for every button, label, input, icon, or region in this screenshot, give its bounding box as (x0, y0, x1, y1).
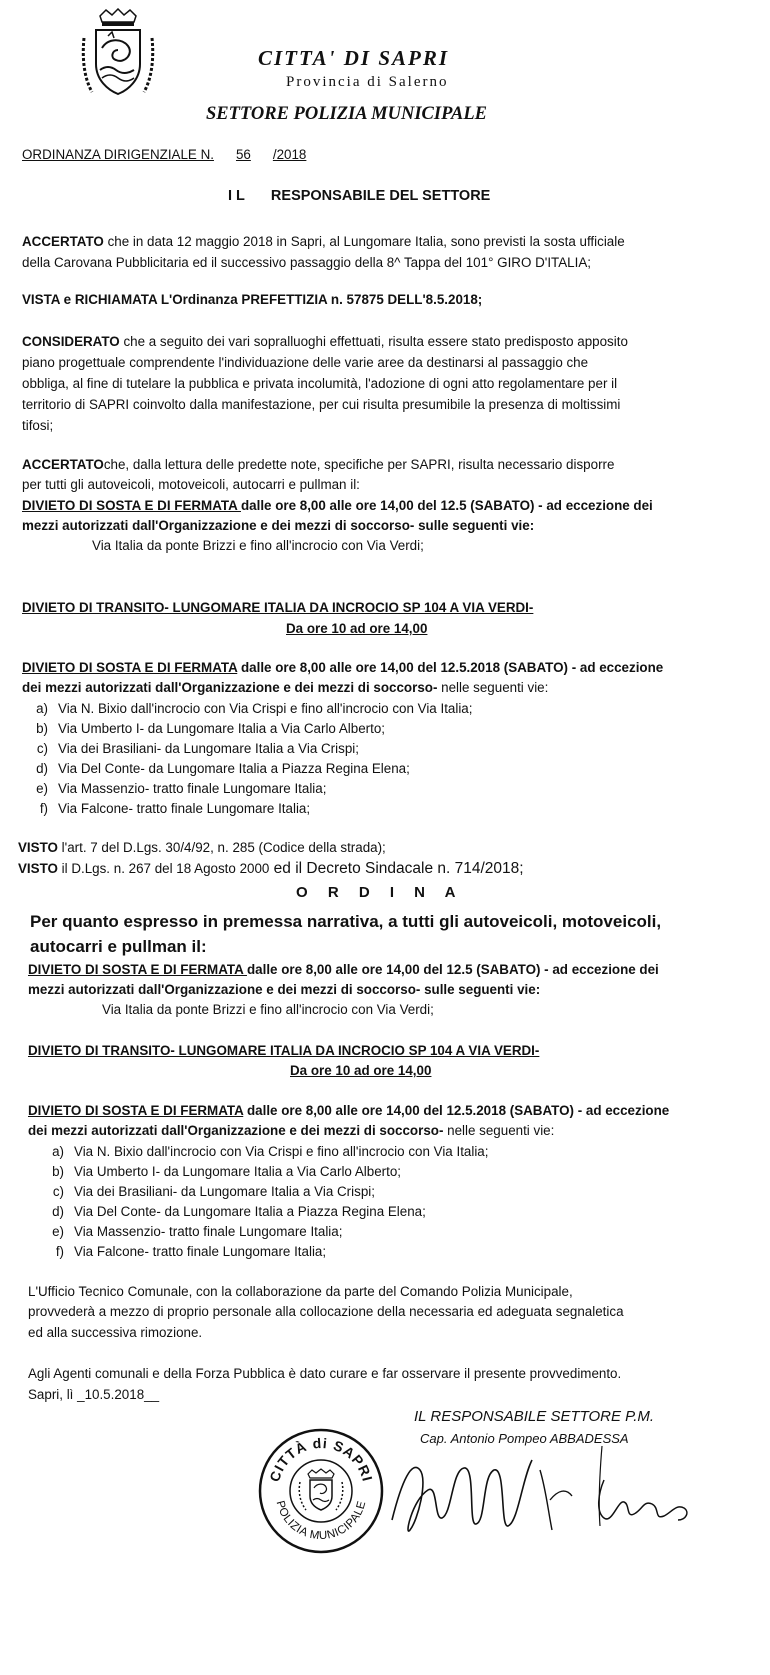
order-intro-line-2: autocarri e pullman il: (30, 937, 207, 956)
signature-name: Cap. Antonio Pompeo ABBADESSA (420, 1431, 629, 1446)
divieto-2-line-2: dei mezzi autorizzati dall'Organizzazione e dei mezzi di soccorso- nelle seguenti vie: (22, 680, 549, 695)
ordinance-label: ORDINANZA DIRIGENZIALE N. (22, 147, 214, 162)
ordinance-year: /2018 (272, 147, 307, 162)
accertato-2-key: ACCERTATO (22, 457, 104, 472)
divieto-1-key: DIVIETO DI SOSTA E DI FERMATA (22, 498, 241, 513)
province-name: Provincia di Salerno (286, 74, 449, 90)
list-item: a) Via N. Bixio dall'incrocio con Via Crispi e fino all'incrocio con Via Italia; (52, 1144, 489, 1159)
order-transit-line-1: DIVIETO DI TRANSITO- LUNGOMARE ITALIA DA INCROCIO SP 104 A VIA VERDI- (28, 1043, 540, 1058)
agenti-paragraph: Agli Agenti comunali e della Forza Pubblica è dato curare e far osservare il presente provvedimento. (28, 1366, 622, 1381)
considerato-key: CONSIDERATO (22, 334, 120, 349)
list-item: d) Via Del Conte- da Lungomare Italia a Piazza Regina Elena; (36, 761, 410, 776)
order-divieto-1-line-1: DIVIETO DI SOSTA E DI FERMATA dalle ore 8,00 alle ore 14,00 del 12.5 (SABATO) - ad eccezione dei (28, 962, 659, 977)
section-heading (228, 188, 490, 204)
considerato-line-4: territorio di SAPRI coinvolto dalla manifestazione, per cui risulta presumibile la presenza di moltissimi (22, 397, 621, 412)
visto-2: VISTO il D.Lgs. n. 267 del 18 Agosto 2000 ed il Decreto Sindacale n. 714/2018; (18, 860, 524, 877)
place-date: Sapri, lì _10.5.2018__ (28, 1387, 160, 1402)
sector-name: SETTORE POLIZIA MUNICIPALE (206, 104, 487, 124)
list-item: c) Via dei Brasiliani- da Lungomare Italia a Via Crispi; (36, 741, 359, 756)
order-divieto-1-line-2: mezzi autorizzati dall'Organizzazione e dei mezzi di soccorso- sulle seguenti vie: (28, 982, 541, 997)
street-list-2 (38, 1142, 488, 1262)
divieto-2-key: DIVIETO DI SOSTA E DI FERMATA (22, 660, 238, 675)
order-divieto-2-line-2: dei mezzi autorizzati dall'Organizzazione e dei mezzi di soccorso- nelle seguenti vie: (28, 1123, 555, 1138)
visto-1: VISTO l'art. 7 del D.Lgs. 30/4/92, n. 285 (Codice della strada); (18, 840, 386, 855)
transit-1-line-2: Da ore 10 ad ore 14,00 (286, 621, 428, 636)
list-item: e) Via Massenzio- tratto finale Lungomare Italia; (52, 1224, 343, 1239)
ordina-heading: O R D I N A (296, 884, 464, 901)
ordinance-number: 56 (235, 147, 251, 162)
municipal-police-stamp (256, 1426, 386, 1556)
stamp-top-text: CITTÀ di SAPRI (266, 1434, 376, 1484)
list-item: b) Via Umberto I- da Lungomare Italia a Via Carlo Alberto; (52, 1164, 402, 1179)
ufficio-line-2: provvederà a mezzo di proprio personale alla collocazione della necessaria ed adeguata segnaletica (28, 1304, 624, 1319)
list-item: c) Via dei Brasiliani- da Lungomare Italia a Via Crispi; (52, 1184, 375, 1199)
accertato-1-key: ACCERTATO (22, 234, 104, 249)
handwritten-signature (372, 1440, 702, 1560)
list-item: a) Via N. Bixio dall'incrocio con Via Crispi e fino all'incrocio con Via Italia; (36, 701, 473, 716)
order-transit-line-2: Da ore 10 ad ore 14,00 (290, 1063, 432, 1078)
divieto-1-line-2: mezzi autorizzati dall'Organizzazione e dei mezzi di soccorso- sulle seguenti vie: (22, 518, 535, 533)
divieto-1-line-1: DIVIETO DI SOSTA E DI FERMATA dalle ore 8,00 alle ore 14,00 del 12.5 (SABATO) - ad eccezione dei (22, 498, 653, 513)
accertato-1-line-2: della Carovana Pubblicitaria ed il successivo passaggio della 8^ Tappa del 101° GIRO D'ITALIA; (22, 255, 591, 270)
order-divieto-2-line-1: DIVIETO DI SOSTA E DI FERMATA dalle ore 8,00 alle ore 14,00 del 12.5.2018 (SABATO) - ad eccezione (28, 1103, 670, 1118)
street-list-1 (22, 699, 472, 819)
divieto-1-street: Via Italia da ponte Brizzi e fino all'incrocio con Via Verdi; (92, 538, 424, 553)
transit-1-line-1: DIVIETO DI TRANSITO- LUNGOMARE ITALIA DA INCROCIO SP 104 A VIA VERDI- (22, 600, 534, 615)
city-crest-logo (78, 8, 158, 100)
order-intro-line-1: Per quanto espresso in premessa narrativa, a tutti gli autoveicoli, motoveicoli, (30, 912, 662, 931)
considerato-line-2: piano progettuale comprendente l'individuazione delle varie aree da destinarsi al passaggio che (22, 355, 589, 370)
ufficio-line-3: ed alla successiva rimozione. (28, 1325, 203, 1340)
ufficio-line-1: L'Ufficio Tecnico Comunale, con la collaborazione da parte del Comando Polizia Municipale, (28, 1284, 573, 1299)
list-item: d) Via Del Conte- da Lungomare Italia a Piazza Regina Elena; (52, 1204, 426, 1219)
accertato-2-line-2: per tutti gli autoveicoli, motoveicoli, autocarri e pullman il: (22, 477, 360, 492)
signature-role: IL RESPONSABILE SETTORE P.M. (414, 1408, 655, 1425)
city-name: CITTA' DI SAPRI (258, 46, 450, 70)
list-item: f) Via Falcone- tratto finale Lungomare Italia; (55, 1244, 327, 1259)
stamp-bottom-text: POLIZIA MUNICIPALE (273, 1499, 369, 1543)
considerato-line-5: tifosi; (22, 418, 54, 433)
svg-text:POLIZIA MUNICIPALE (274, 1500, 369, 1543)
considerato-line-1: CONSIDERATO che a seguito dei vari sopralluoghi effettuati, risulta essere stato predisposto apposito (22, 334, 628, 349)
list-item: e) Via Massenzio- tratto finale Lungomare Italia; (36, 781, 327, 796)
vista-paragraph: VISTA e RICHIAMATA L'Ordinanza PREFETTIZIA n. 57875 DELL'8.5.2018; (22, 292, 483, 307)
considerato-line-3: obbliga, al fine di tutelare la pubblica e privata incolumità, l'adozione di ogni atto regolamentare per il (22, 376, 618, 391)
accertato-2-line-1: ACCERTATOche, dalla lettura delle predette note, specifiche per SAPRI, risulta necessario disporre (22, 457, 615, 472)
accertato-1-line-1: ACCERTATO che in data 12 maggio 2018 in Sapri, al Lungomare Italia, sono previsti la sosta ufficiale (22, 234, 625, 249)
heading-il: I L (228, 188, 245, 204)
order-divieto-1-street: Via Italia da ponte Brizzi e fino all'incrocio con Via Verdi; (102, 1002, 434, 1017)
heading-title: RESPONSABILE DEL SETTORE (270, 188, 491, 204)
list-item: f) Via Falcone- tratto finale Lungomare Italia; (39, 801, 311, 816)
list-item: b) Via Umberto I- da Lungomare Italia a Via Carlo Alberto; (36, 721, 386, 736)
divieto-2-line-1: DIVIETO DI SOSTA E DI FERMATA dalle ore 8,00 alle ore 14,00 del 12.5.2018 (SABATO) - ad eccezione (22, 660, 664, 675)
ordinance-number-line (22, 147, 306, 162)
